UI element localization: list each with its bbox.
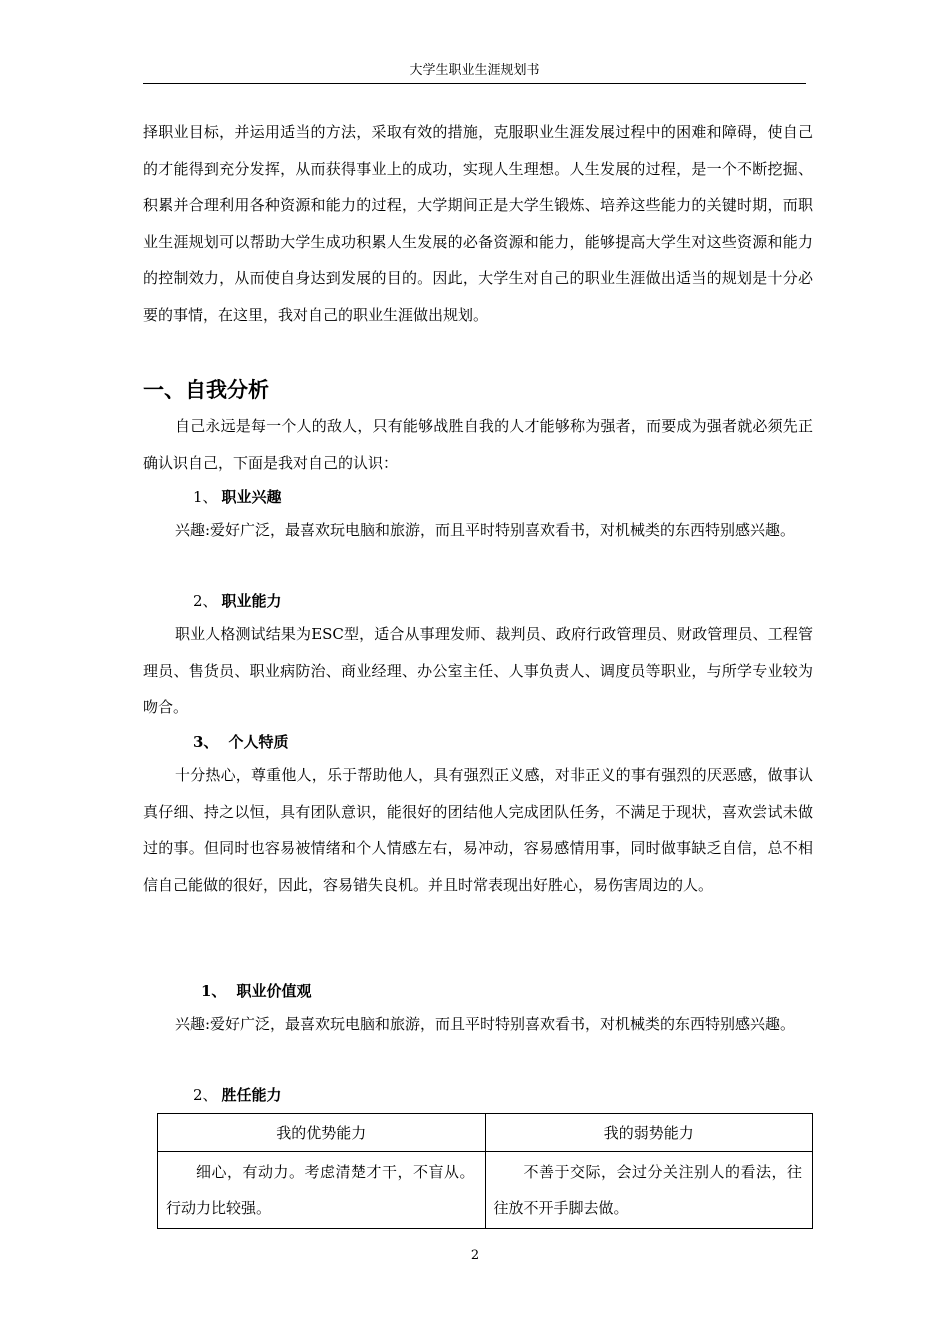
career-values-text: 兴趣:爱好广泛，最喜欢玩电脑和旅游，而且平时特别喜欢看书，对机械类的东西特别感兴趣。 [175,1015,796,1033]
subheading-number: 2、 [193,1086,218,1104]
header-divider [143,83,806,84]
subheading-personal-traits [193,727,288,757]
table-header-row [158,1114,813,1152]
career-ability-text: 职业人格测试结果为ESC型，适合从事理发师、裁判员、政府行政管理员、财政管理员、工程管理员、售货员、职业病防治、商业经理、办公室主任、人事负责人、调度员等职业，与所学专业较为吻合。 [143,625,813,716]
subheading-competency [193,1080,282,1110]
intro-paragraph: 择职业目标，并运用适当的方法，采取有效的措施，克服职业生涯发展过程中的困难和障碍，使自己的才能得到充分发挥，从而获得事业上的成功，实现人生理想。人生发展的过程，是一个不断挖掘、积累并合理利用各种资源和能力的过程，大学期间正是大学生锻炼、培养这些能力的关键时期，而职业生涯规划可以帮助大学生成功积累人生发展的必备资源和能力，能够提高大学生对这些资源和能力的控制效力，从而使自身达到发展的目的。因此，大学生对自己的职业生涯做出适当的规划是十分必要的事情，在这里，我对自己的职业生涯做出规划。 [143,123,813,324]
career-interest-text: 兴趣:爱好广泛，最喜欢玩电脑和旅游，而且平时特别喜欢看书，对机械类的东西特别感兴趣。 [175,521,796,539]
self-analysis-intro: 自己永远是每一个人的敌人，只有能够战胜自我的人才能够称为强者，而要成为强者就必须先正确认识自己，下面是我对自己的认识： [143,417,813,472]
subheading-number: 2、 [193,592,218,610]
table-header-strengths: 我的优势能力 [158,1114,486,1152]
subheading-label: 职业价值观 [236,982,312,1000]
subheading-career-values [201,976,311,1006]
table-cell-weaknesses: 不善于交际，会过分关注别人的看法，往往放不开手脚去做。 [485,1152,813,1229]
personal-traits-text: 十分热心，尊重他人，乐于帮助他人，具有强烈正义感，对非正义的事有强烈的厌恶感，做事认真仔细、持之以恒，具有团队意识，能很好的团结他人完成团队任务，不满足于现状，喜欢尝试未做过的事。但同时也容易被情绪和个人情感左右，易冲动，容易感情用事，同时做事缺乏自信，总不相信自己能做的很好，因此，容易错失良机。并且时常表现出好胜心，易伤害周边的人。 [143,766,813,894]
subheading-number: 1、 [193,488,218,506]
subheading-number: 3、 [193,733,219,751]
subheading-career-interest [193,482,282,512]
subheading-label: 个人特质 [228,733,289,751]
subheading-label: 胜任能力 [221,1086,282,1104]
section-heading-self-analysis: 一、自我分析 [143,378,269,402]
page-header-title: 大学生职业生涯规划书 [409,63,540,78]
subheading-career-ability [193,586,282,616]
subheading-number: 1、 [201,982,227,1000]
table-header-weaknesses: 我的弱势能力 [485,1114,813,1152]
table-row [158,1152,813,1229]
table-cell-strengths: 细心，有动力。考虑清楚才干，不盲从。行动力比较强。 [158,1152,486,1229]
subheading-label: 职业能力 [221,592,282,610]
ability-table [157,1113,813,1229]
subheading-label: 职业兴趣 [221,488,282,506]
page-number: 2 [470,1248,480,1263]
